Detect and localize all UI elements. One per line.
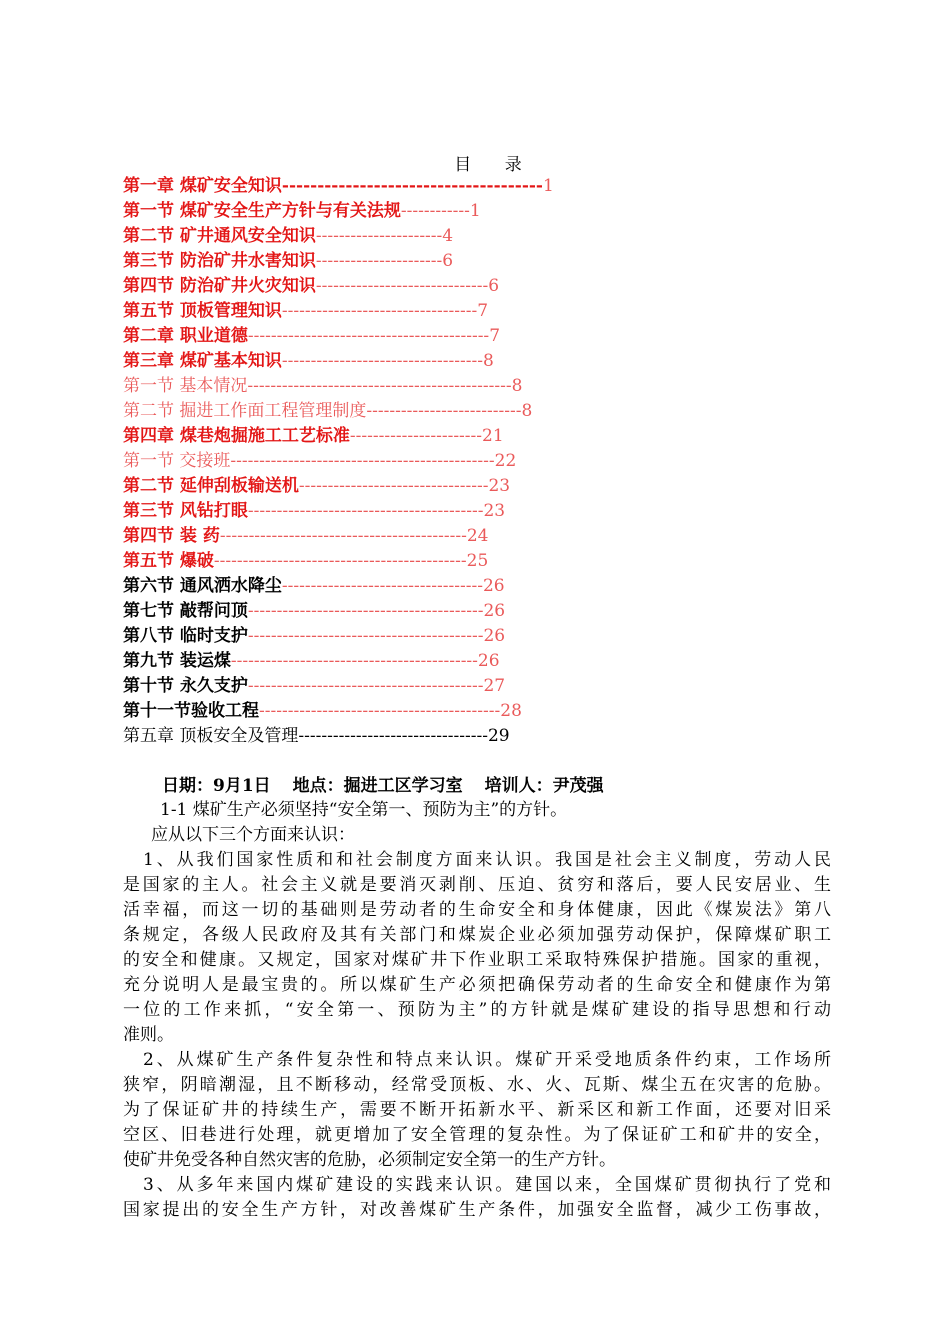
toc-entry-label: 第五节 顶板管理知识: [123, 301, 282, 321]
toc-entry[interactable]: [123, 274, 843, 299]
paragraph-line: 准则。: [123, 1025, 174, 1045]
paragraph-line: 国家提出的安全生产方针，对改善煤矿生产条件，加强安全监督，减少工伤事故，: [123, 1200, 831, 1220]
toc-page-number: 8: [511, 376, 523, 396]
toc-leader: --------------------------------------------: [213, 551, 467, 571]
toc-entry[interactable]: [123, 299, 843, 324]
toc-entry-label: 第二节 矿井通风安全知识: [123, 226, 316, 246]
toc-leader: ------------: [400, 201, 470, 221]
toc-page-number: 8: [482, 351, 494, 371]
toc-entry-label: 第七节 敲帮问顶: [123, 601, 248, 621]
paragraph-line: 1、从我们国家性质和和社会制度方面来认识。我国是社会主义制度，劳动人民: [143, 850, 831, 870]
toc-page-number: 29: [487, 726, 510, 746]
toc-page-number: 6: [442, 251, 454, 271]
toc-entry-label: 第三节 风钻打眼: [123, 501, 248, 521]
paragraph-line: 一位的工作来抓，“安全第一、预防为主”的方针就是煤矿建设的指导思想和行动: [123, 1000, 831, 1020]
toc-leader: -----------------------------------------: [247, 501, 484, 521]
toc-entry[interactable]: [123, 674, 843, 699]
toc-entry-label: 第四章 煤巷炮掘施工工艺标准: [123, 426, 350, 446]
toc-entry[interactable]: [123, 549, 843, 574]
toc-entry-label: 第一节 交接班: [123, 451, 231, 471]
toc-leader: ------------------------------: [315, 276, 489, 296]
toc-entry[interactable]: [123, 474, 843, 499]
toc-leader: ----------------------: [315, 251, 443, 271]
paragraph-line: 使矿井免受各种自然灾害的危胁，必须制定安全第一的生产方针。: [123, 1150, 616, 1170]
toc-entry-label: 第一章 煤矿安全知识: [123, 176, 282, 196]
toc-entry[interactable]: [123, 599, 843, 624]
toc-page-number: 26: [483, 626, 506, 646]
toc-entry[interactable]: [123, 574, 843, 599]
toc-entry-label: 第四节 防治矿井火灾知识: [123, 276, 316, 296]
toc-entry[interactable]: [123, 224, 843, 249]
toc-entry[interactable]: [123, 499, 843, 524]
toc-entry-label: 第五章 顶板安全及管理: [123, 726, 299, 746]
toc-entry[interactable]: [123, 624, 843, 649]
toc-entry-label: 第一节 煤矿安全生产方针与有关法规: [123, 201, 401, 221]
toc-leader: -----------------------------------: [281, 576, 483, 596]
training-date: 日期：9月1日: [162, 776, 271, 796]
toc-page-number: 7: [489, 326, 501, 346]
paragraph-line: 空区、旧巷进行处理，就更增加了安全管理的复杂性。为了保证矿工和矿井的安全，: [123, 1125, 831, 1145]
paragraph-line: 狭窄，阴暗潮湿，且不断移动，经常受顶板、水、火、瓦斯、煤尘五在灾害的危胁。: [123, 1075, 831, 1095]
toc-entry[interactable]: [123, 424, 843, 449]
toc-leader: ------------------------------------------: [259, 701, 501, 721]
toc-entry[interactable]: [123, 524, 843, 549]
toc-page-number: 26: [477, 651, 500, 671]
toc-leader: -------------------------------------------: [230, 651, 478, 671]
paragraph-line: 充分说明人是最宝贵的。所以煤矿生产必须把确保劳动者的生命安全和健康作为第: [123, 975, 831, 995]
toc-page-number: 25: [466, 551, 489, 571]
toc-entry[interactable]: [123, 649, 843, 674]
toc-entry-label: 第八节 临时支护: [123, 626, 248, 646]
toc-page-number: 6: [488, 276, 500, 296]
toc-leader: ---------------------------: [366, 401, 522, 421]
toc-leader: -----------------------------------: [281, 351, 483, 371]
toc-page-number: 4: [442, 226, 454, 246]
toc-page-number: 26: [482, 576, 505, 596]
toc-leader: ----------------------------------------------: [247, 376, 512, 396]
toc-leader: ----------------------: [315, 226, 443, 246]
training-trainer: 培训人：尹茂强: [484, 776, 604, 796]
paragraph-line: 3、从多年来国内煤矿建设的实践来认识。建国以来，全国煤矿贯彻执行了党和: [143, 1175, 831, 1195]
toc-entry-label: 第一节 基本情况: [123, 376, 248, 396]
body-text: [123, 798, 831, 1223]
toc-entry[interactable]: [123, 324, 843, 349]
paragraph-line: 应从以下三个方面来认识：: [151, 825, 355, 845]
toc-page-number: 8: [521, 401, 533, 421]
toc-leader: -----------------------------------------: [247, 601, 484, 621]
toc-page-number: 22: [494, 451, 517, 471]
toc-entry-label: 第三章 煤矿基本知识: [123, 351, 282, 371]
toc-page-number: 26: [483, 601, 506, 621]
toc-entry[interactable]: [123, 724, 843, 749]
toc-entry[interactable]: [123, 249, 843, 274]
toc-title: 目 录: [454, 155, 536, 175]
toc-leader: -----------------------------------------: [247, 676, 484, 696]
toc-entry-label: 第十一节验收工程: [123, 701, 259, 721]
toc-entry[interactable]: [123, 374, 843, 399]
toc-leader: ----------------------------------------------: [230, 451, 495, 471]
toc-entry-label: 第五节 爆破: [123, 551, 214, 571]
training-meta: [162, 774, 626, 798]
toc-entry-label: 第十节 永久支护: [123, 676, 248, 696]
paragraph-line: 2、从煤矿生产条件复杂性和特点来认识。煤矿开采受地质条件约束，工作场所: [143, 1050, 831, 1070]
toc-page-number: 23: [483, 501, 506, 521]
toc-page-number: 1: [542, 176, 554, 196]
toc-entry-label: 第二章 职业道德: [123, 326, 248, 346]
toc-leader: ---------------------------------: [298, 726, 488, 746]
toc-page-number: 24: [466, 526, 489, 546]
toc-entry[interactable]: [123, 399, 843, 424]
section-heading: 1-1 煤矿生产必须坚持“安全第一、预防为主”的方针。: [160, 800, 568, 820]
paragraph-line: 是国家的主人。社会主义就是要消灭剥削、压迫、贫穷和落后，要人民安居业、生: [123, 875, 831, 895]
toc-page-number: 1: [469, 201, 481, 221]
toc-entry[interactable]: [123, 349, 843, 374]
toc-entry-label: 第二节 延伸刮板输送机: [123, 476, 299, 496]
toc-entry-label: 第四节 装 药: [123, 526, 220, 546]
toc-entry-label: 第六节 通风洒水降尘: [123, 576, 282, 596]
toc-page-number: 23: [488, 476, 511, 496]
toc-entry[interactable]: [123, 699, 843, 724]
paragraph-line: 的安全和健康。又规定，国家对煤矿井下作业职工采取特殊保护措施。国家的重视，: [123, 950, 831, 970]
toc-leader: ------------------------------------------: [247, 326, 490, 346]
toc-leader: -----------------------: [349, 426, 483, 446]
toc-leader: ---------------------------------: [298, 476, 489, 496]
toc-page-number: 27: [483, 676, 506, 696]
toc-entry[interactable]: [123, 199, 843, 224]
toc-leader: -----------------------------------------: [247, 626, 484, 646]
toc-page-number: 7: [477, 301, 489, 321]
toc-page-number: 28: [500, 701, 522, 721]
training-location: 地点：掘进工区学习室: [292, 776, 463, 796]
paragraph-line: 条规定，各级人民政府及其有关部门和煤炭企业必须加强劳动保护，保障煤矿职工: [123, 925, 831, 945]
toc-entry[interactable]: [123, 174, 843, 199]
toc-leader: -------------------------------------: [281, 176, 543, 196]
toc-page-number: 21: [482, 426, 504, 446]
paragraph-line: 为了保证矿井的持续生产，需要不断开拓新水平、新采区和新工作面，还要对旧采: [123, 1100, 831, 1120]
paragraph-line: 活幸福，而这一切的基础则是劳动者的生命安全和身体健康，因此《煤炭法》第八: [123, 900, 831, 920]
toc-leader: -------------------------------------------: [219, 526, 467, 546]
toc-entry-label: 第三节 防治矿井水害知识: [123, 251, 316, 271]
table-of-contents: [123, 174, 843, 749]
toc-entry[interactable]: [123, 449, 843, 474]
toc-entry-label: 第二节 掘进工作面工程管理制度: [123, 401, 367, 421]
toc-entry-label: 第九节 装运煤: [123, 651, 231, 671]
toc-leader: ----------------------------------: [281, 301, 478, 321]
